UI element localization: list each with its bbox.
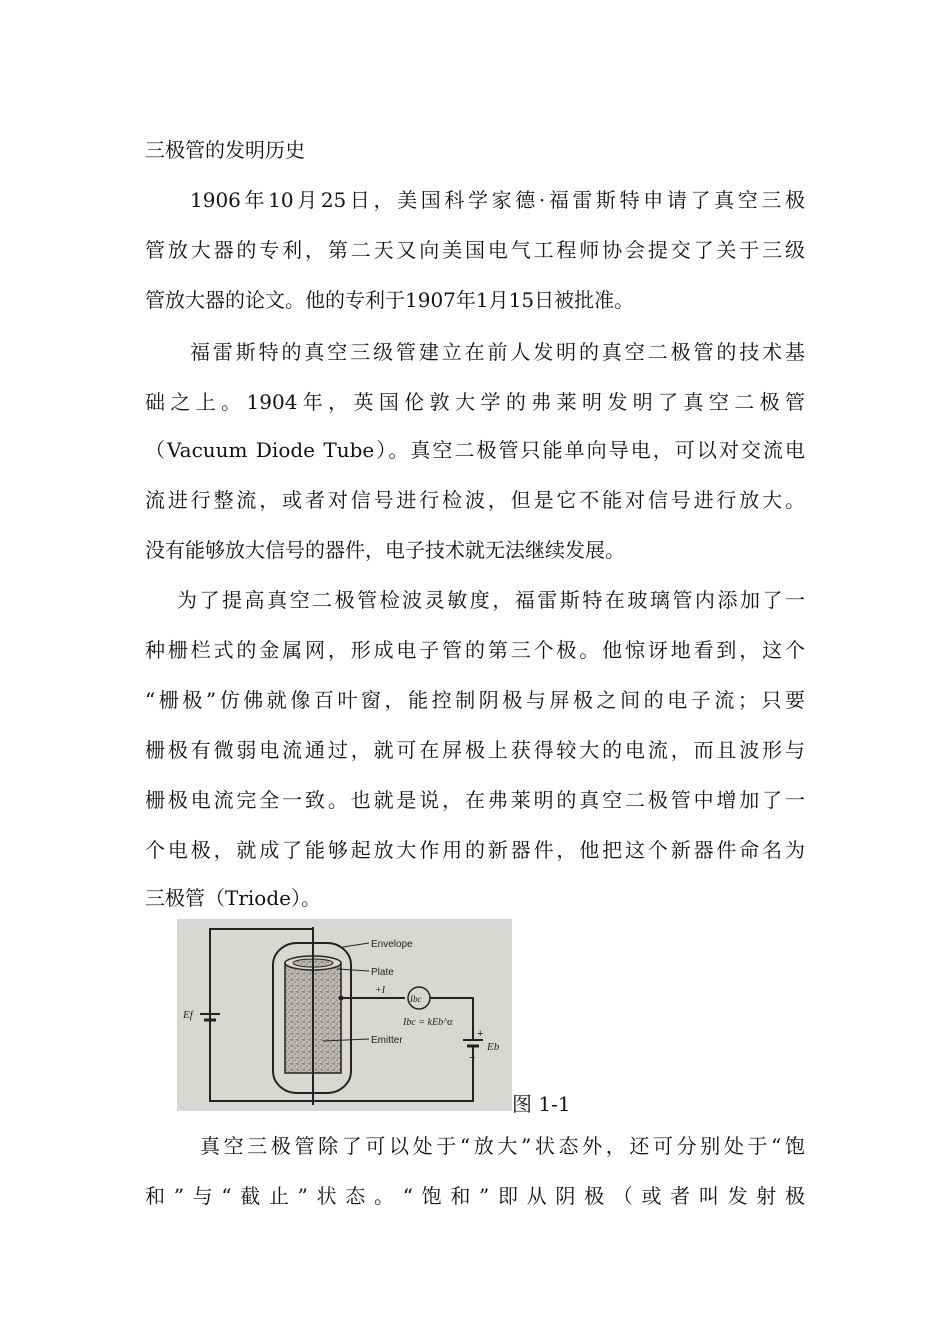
paragraph-2-line-1: 福雷斯特的真空三级管建立在前人发明的真空二极管的技术基 — [190, 340, 805, 364]
label-emitter: Emitter — [371, 1035, 403, 1046]
triode-circuit-diagram — [177, 919, 512, 1111]
paragraph-2-line-4: 流进行整流，或者对信号进行检波，但是它不能对信号进行放大。 — [145, 488, 805, 512]
label-envelope: Envelope — [371, 939, 413, 950]
paragraph-3-line-5: 栅极电流完全一致。也就是说，在弗莱明的真空二极管中增加了一 — [145, 788, 805, 812]
paragraph-1-line-1: 1906年10月25日，美国科学家德·福雷斯特申请了真空三极 — [190, 188, 805, 212]
label-ef: Ef — [183, 1009, 193, 1021]
label-current: +I — [375, 985, 386, 996]
plate-leader — [337, 969, 369, 971]
label-plate: Plate — [371, 967, 394, 978]
triode-circuit-figure — [177, 919, 512, 1111]
document-title: 三极管的发明历史 — [145, 138, 305, 162]
label-plus: + — [477, 1028, 484, 1040]
paragraph-3-line-4: 栅极有微弱电流通过，就可在屏极上获得较大的电流，而且波形与 — [145, 738, 805, 762]
paragraph-2-line-2: 础之上。1904年，英国伦敦大学的弗莱明发明了真空二极管 — [145, 390, 805, 414]
envelope-leader — [343, 943, 369, 947]
paragraph-3-line-6: 个电极，就成了能够起放大作用的新器件，他把这个新器件命名为 — [145, 838, 805, 862]
label-meter: Ibc — [410, 994, 422, 1004]
label-eb: Eb — [487, 1041, 500, 1053]
paragraph-4-line-2: 和”与“截止”状态。“饱和”即从阴极（或者叫发射极 — [145, 1184, 805, 1208]
plate-junction — [339, 996, 344, 1001]
paragraph-3-line-3: “栅极”仿佛就像百叶窗，能控制阴极与屏极之间的电子流；只要 — [145, 688, 805, 712]
paragraph-3-line-1: 为了提高真空二极管检波灵敏度，福雷斯特在玻璃管内添加了一 — [177, 588, 805, 612]
paragraph-1-line-3: 管放大器的论文。他的专利于1907年1月15日被批准。 — [145, 288, 635, 312]
paragraph-3-line-2: 种栅栏式的金属网，形成电子管的第三个极。他惊讶地看到，这个 — [145, 638, 805, 662]
paragraph-4-line-1: 真空三极管除了可以处于“放大”状态外，还可分别处于“饱 — [200, 1134, 805, 1158]
paragraph-1-line-2: 管放大器的专利，第二天又向美国电气工程师协会提交了关于三级 — [145, 238, 805, 262]
paragraph-2-line-3: （Vacuum Diode Tube）。真空二极管只能单向导电，可以对交流电 — [145, 438, 805, 462]
label-equation: Ibc = kEb^α — [403, 1017, 453, 1028]
label-minus: − — [469, 1052, 476, 1064]
paragraph-3-line-7: 三极管（Triode）。 — [145, 886, 321, 910]
figure-caption: 图 1-1 — [512, 1092, 571, 1116]
paragraph-2-line-5: 没有能够放大信号的器件，电子技术就无法继续发展。 — [145, 538, 625, 562]
